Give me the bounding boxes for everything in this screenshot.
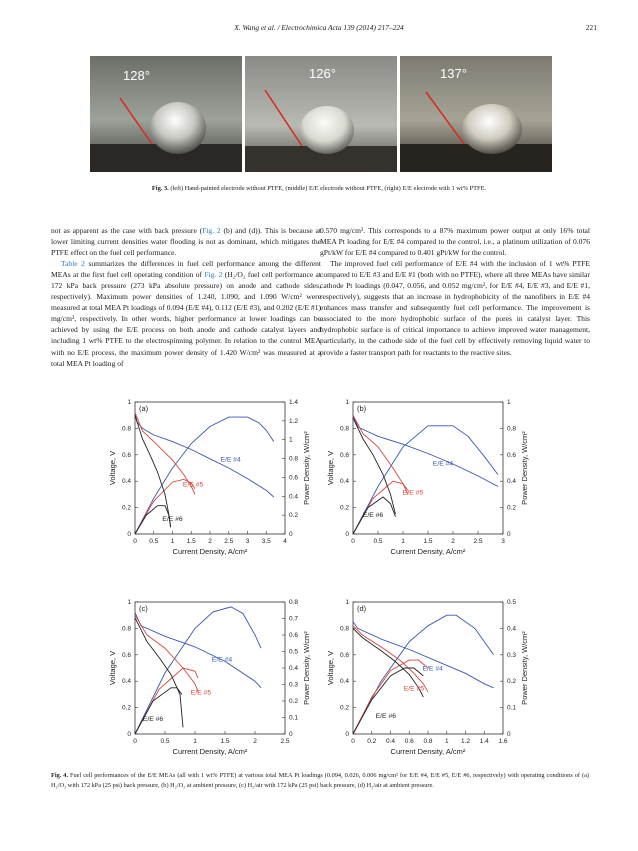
y-tick-label: 0.6 [339, 651, 349, 659]
y2-tick-label: 0.1 [507, 704, 517, 712]
x-tick-label: 2 [253, 738, 257, 745]
x-tick-label: 0.8 [423, 738, 433, 745]
x-tick-label: 0.4 [385, 738, 396, 745]
series-label: E/E #6 [375, 713, 397, 721]
series-line [353, 660, 428, 734]
x-tick-label: 1 [170, 538, 175, 545]
x-tick-label: 1.6 [498, 738, 508, 745]
text-run: summarizes the differences in fuel cell performance among the different MEAs at the first fuel cell operating condition of [51, 259, 322, 280]
right-column [320, 225, 590, 358]
angle-label-left: 128° [123, 68, 150, 83]
x-tick-label: 0.5 [373, 538, 383, 545]
series-line [135, 618, 183, 728]
series-line [353, 415, 498, 486]
left-column [51, 225, 321, 369]
panel-label: (d) [357, 604, 367, 613]
y2-tick-label: 0.4 [507, 478, 517, 486]
y2-tick-label: 0.3 [507, 651, 517, 659]
figure4-caption-label: Fig. 4. [51, 772, 69, 779]
series-line [135, 688, 182, 734]
y-tick-label: 0.8 [121, 625, 131, 633]
y2-tick-label: 1.4 [289, 399, 299, 406]
panel-label: (c) [139, 604, 148, 613]
y2-tick-label: 0.5 [289, 648, 299, 656]
x-tick-label: 1.5 [186, 538, 196, 545]
x-axis-label: Current Density, A/cm² [390, 747, 466, 756]
x-axis-label: Current Density, A/cm² [172, 747, 248, 756]
series-line [353, 418, 396, 514]
x-tick-label: 1.5 [220, 738, 230, 745]
x-tick-label: 0 [351, 738, 355, 745]
angle-label-right: 137° [440, 66, 467, 81]
y-tick-label: 0.8 [339, 625, 349, 633]
figure4-charts [50, 392, 590, 762]
x-tick-label: 3 [245, 538, 250, 545]
y-tick-label: 0.4 [121, 478, 131, 486]
y-tick-label: 0.4 [339, 678, 349, 686]
panel-label: (a) [139, 404, 149, 413]
x-tick-label: 1 [193, 738, 197, 745]
series-line [135, 668, 198, 734]
series-line [135, 413, 274, 497]
y-tick-label: 0.8 [121, 425, 131, 433]
figure3-caption-label: Fig. 3. [151, 185, 169, 192]
series-label: E/E #5 [190, 689, 212, 697]
y2-tick-label: 0.4 [289, 493, 299, 501]
x-tick-label: 0.6 [404, 738, 414, 745]
y2-tick-label: 0.6 [507, 451, 517, 459]
y-tick-label: 0.2 [121, 704, 131, 712]
y-tick-label: 1 [127, 399, 131, 406]
y2-tick-label: 0.8 [507, 425, 517, 433]
running-header [0, 21, 638, 35]
series-line [353, 622, 494, 688]
chart-panel [326, 399, 529, 556]
y2-tick-label: 0.2 [507, 504, 517, 512]
x-tick-label: 1.5 [423, 538, 433, 545]
series-line [135, 415, 171, 527]
series-label: E/E #4 [422, 665, 443, 673]
x-tick-label: 2 [208, 538, 212, 545]
y2-tick-label: 0.2 [289, 512, 299, 520]
plot-frame [135, 402, 285, 534]
y2-tick-label: 0.2 [507, 678, 517, 686]
chart-panel [326, 599, 529, 756]
y-tick-label: 0.6 [339, 451, 349, 459]
running-title: X. Wang et al. / Electrochimica Acta 139 (2014) 217–224 [234, 23, 404, 32]
x-tick-label: 3.5 [261, 538, 271, 545]
y2-tick-label: 0.4 [289, 665, 299, 672]
series-line [135, 615, 198, 692]
series-line [135, 417, 274, 534]
y2-axis-label: Power Density, W/cm² [302, 631, 311, 705]
y2-tick-label: 0.6 [289, 632, 299, 639]
y-axis-label: Voltage, V [326, 650, 335, 686]
y2-tick-label: 1 [507, 399, 511, 406]
figure-link[interactable]: Fig. 2 [204, 270, 223, 280]
y-tick-label: 1 [127, 599, 131, 606]
x-tick-label: 1.2 [460, 738, 471, 745]
y2-tick-label: 0.6 [289, 474, 299, 482]
y2-tick-label: 0.8 [289, 455, 299, 463]
y2-tick-label: 1 [289, 436, 293, 444]
y-tick-label: 0.6 [121, 451, 131, 459]
y-axis-label: Voltage, V [108, 650, 117, 686]
x-tick-label: 0.5 [160, 738, 170, 745]
y2-axis-label: Power Density, W/cm² [520, 431, 529, 505]
angle-label-middle: 126° [309, 66, 336, 81]
paragraph [51, 258, 321, 368]
y-tick-label: 0.8 [339, 425, 349, 433]
y2-tick-label: 0 [507, 731, 511, 738]
series-label: E/E #6 [362, 511, 384, 519]
x-tick-label: 2.5 [280, 738, 290, 745]
page-number: 221 [585, 23, 597, 32]
y-axis-label: Voltage, V [326, 450, 335, 486]
y2-tick-label: 0.7 [289, 615, 299, 623]
y2-tick-label: 0.2 [289, 698, 299, 705]
x-tick-label: 3 [501, 538, 505, 545]
plot-frame [135, 602, 285, 734]
text-run: (H₂/O₂ fuel cell performance at 172 kPa back pressure (273 kPa absolute pressure) on anode and cathode sides, respectively). Maximum power densities of 1.240, 1.090, and 1.090 W/cm² were measured at total MEA Pt loadings of 0.094 (E/E #4), 0.112 (E/E #3), and 0.202 (E/E #1) mg/cm², respectively. In other words, higher performance at lower loadings can be achieved by using the E/E process on both anode and cathode catalyst layers and including 1 wt% PTFE to the electrospinning polymer. In relation to the control MEA with no E/E process, the maximum power density of 1.420 W/cm² was measured at a total MEA Pt loading of [51, 270, 321, 368]
series-line [353, 668, 423, 734]
figure3-photos [90, 56, 552, 172]
y-tick-label: 0.4 [121, 678, 131, 686]
y2-axis-label: Power Density, W/cm² [302, 431, 311, 505]
series-line [353, 481, 408, 534]
panel-label: (b) [357, 404, 367, 413]
figure-link[interactable]: Fig. 2 [202, 226, 221, 235]
x-tick-label: 2 [451, 538, 455, 545]
y2-tick-label: 0.8 [289, 599, 299, 606]
y-tick-label: 0 [127, 731, 131, 738]
photo-middle [245, 56, 397, 172]
y2-tick-label: 0.1 [289, 714, 299, 722]
chart-panel [108, 399, 311, 556]
paragraph [51, 225, 321, 258]
y2-tick-label: 0.5 [507, 599, 517, 606]
series-label: E/E #4 [432, 460, 454, 468]
y2-tick-label: 0 [507, 531, 511, 538]
y-axis-label: Voltage, V [108, 450, 117, 486]
x-tick-label: 1 [444, 738, 449, 745]
y2-tick-label: 0 [289, 531, 293, 538]
y2-tick-label: 0 [289, 731, 293, 738]
y-tick-label: 1 [345, 599, 349, 606]
x-tick-label: 0 [351, 538, 355, 545]
y2-tick-label: 0.3 [289, 681, 299, 689]
y-tick-label: 0 [345, 531, 349, 538]
series-label: E/E #6 [142, 715, 164, 723]
text-run: (b) and (d)). This is because at lower limiting current densities water flooding is not as dominant, which mitigates the PTFE effect on the fuel cell performance. [51, 226, 321, 258]
photo-left [90, 56, 242, 172]
paragraph: The improved fuel cell performance of E/E #4 with the inclusion of 1 wt% PTFE compared to E/E #3 and E/E #1 (both with no PTFE), where all three MEAs have similar cathode Pt loadings (0.047, 0.056, and 0.052 mg/cm², for E/E #4, E/E #3, and E/E #1, respectively), suggests that an increase in hydrophobicity of the nanofibers in E/E #4 enhances mass transfer and subsequently fuel cell performance. The improvement is associated to the more hydrophobic surface of the pores in catalyst layer. This hydrophobic surface is of critical importance to achieve improved water management, particularly, in the cathode side of the fuel cell by effectively removing liquid water to provide a faster transport path for reactants to the reactive sites. [320, 259, 590, 357]
x-tick-label: 0 [133, 738, 137, 745]
photo-right [400, 56, 552, 172]
y-tick-label: 1 [345, 399, 349, 406]
figure3-caption-text: (left) Hand-painted electrode without PTFE, (middle) E/E electrode without PTFE, (right) E/E electrode with 1 wt% PTFE. [168, 185, 487, 192]
x-tick-label: 1.4 [479, 738, 489, 745]
y-tick-label: 0.6 [121, 651, 131, 659]
figure3-caption [0, 185, 638, 192]
y-tick-label: 0.2 [121, 504, 131, 512]
y-tick-label: 0 [127, 531, 131, 538]
series-label: E/E #6 [162, 515, 183, 523]
y2-axis-label: Power Density, W/cm² [520, 631, 529, 705]
y-tick-label: 0.2 [339, 704, 349, 712]
y2-tick-label: 0.4 [507, 625, 517, 633]
x-axis-label: Current Density, A/cm² [172, 547, 248, 556]
series-label: E/E #5 [403, 685, 425, 693]
x-tick-label: 0.2 [367, 738, 377, 745]
series-label: E/E #5 [182, 481, 204, 489]
x-tick-label: 0 [133, 538, 137, 545]
x-tick-label: 0.5 [149, 538, 159, 545]
text-run: not as apparent as the case with back pressure ( [51, 226, 203, 235]
x-axis-label: Current Density, A/cm² [390, 547, 466, 556]
x-tick-label: 2.5 [224, 538, 234, 545]
y-tick-label: 0.4 [339, 478, 349, 486]
x-tick-label: 2.5 [473, 538, 483, 545]
y-tick-label: 0.2 [339, 504, 349, 512]
chart-panel [108, 599, 311, 756]
y-tick-label: 0 [345, 731, 349, 738]
figure4-caption-text: Fuel cell performances of the E/E MEAs (all with 1 wt% PTFE) at various total MEA Pt loadings (0.094, 0.026, 0.006 mg/cm² for E/E #4, E/E #5, E/E #6, respectively) with operating conditions of (a) H₂/O₂ with 172 kPa (25 psi) back pressure, (b) H₂/O₂ at ambient pressure, (c) H₂/air with 172 kPa (25 psi) back pressure, (d) H₂/air at ambient pressure. [51, 772, 589, 789]
x-tick-label: 4 [283, 538, 287, 545]
series-line [353, 615, 494, 734]
paragraph: 0.570 mg/cm². This corresponds to a 87% maximum power output at only 16% total MEA Pt loading for E/E #4 compared to the control, i.e., a platinum utilization of 0.076 gPt/kW for E/E #4 compared to 0.401 gPt/kW for the control. [320, 226, 590, 258]
series-label: E/E #4 [220, 456, 241, 464]
figure4-caption [51, 771, 589, 791]
series-label: E/E #5 [402, 489, 424, 497]
table-link[interactable]: Table 2 [61, 259, 85, 269]
series-label: E/E #4 [211, 656, 233, 664]
x-tick-label: 1 [401, 538, 405, 545]
y2-tick-label: 1.2 [289, 417, 299, 425]
